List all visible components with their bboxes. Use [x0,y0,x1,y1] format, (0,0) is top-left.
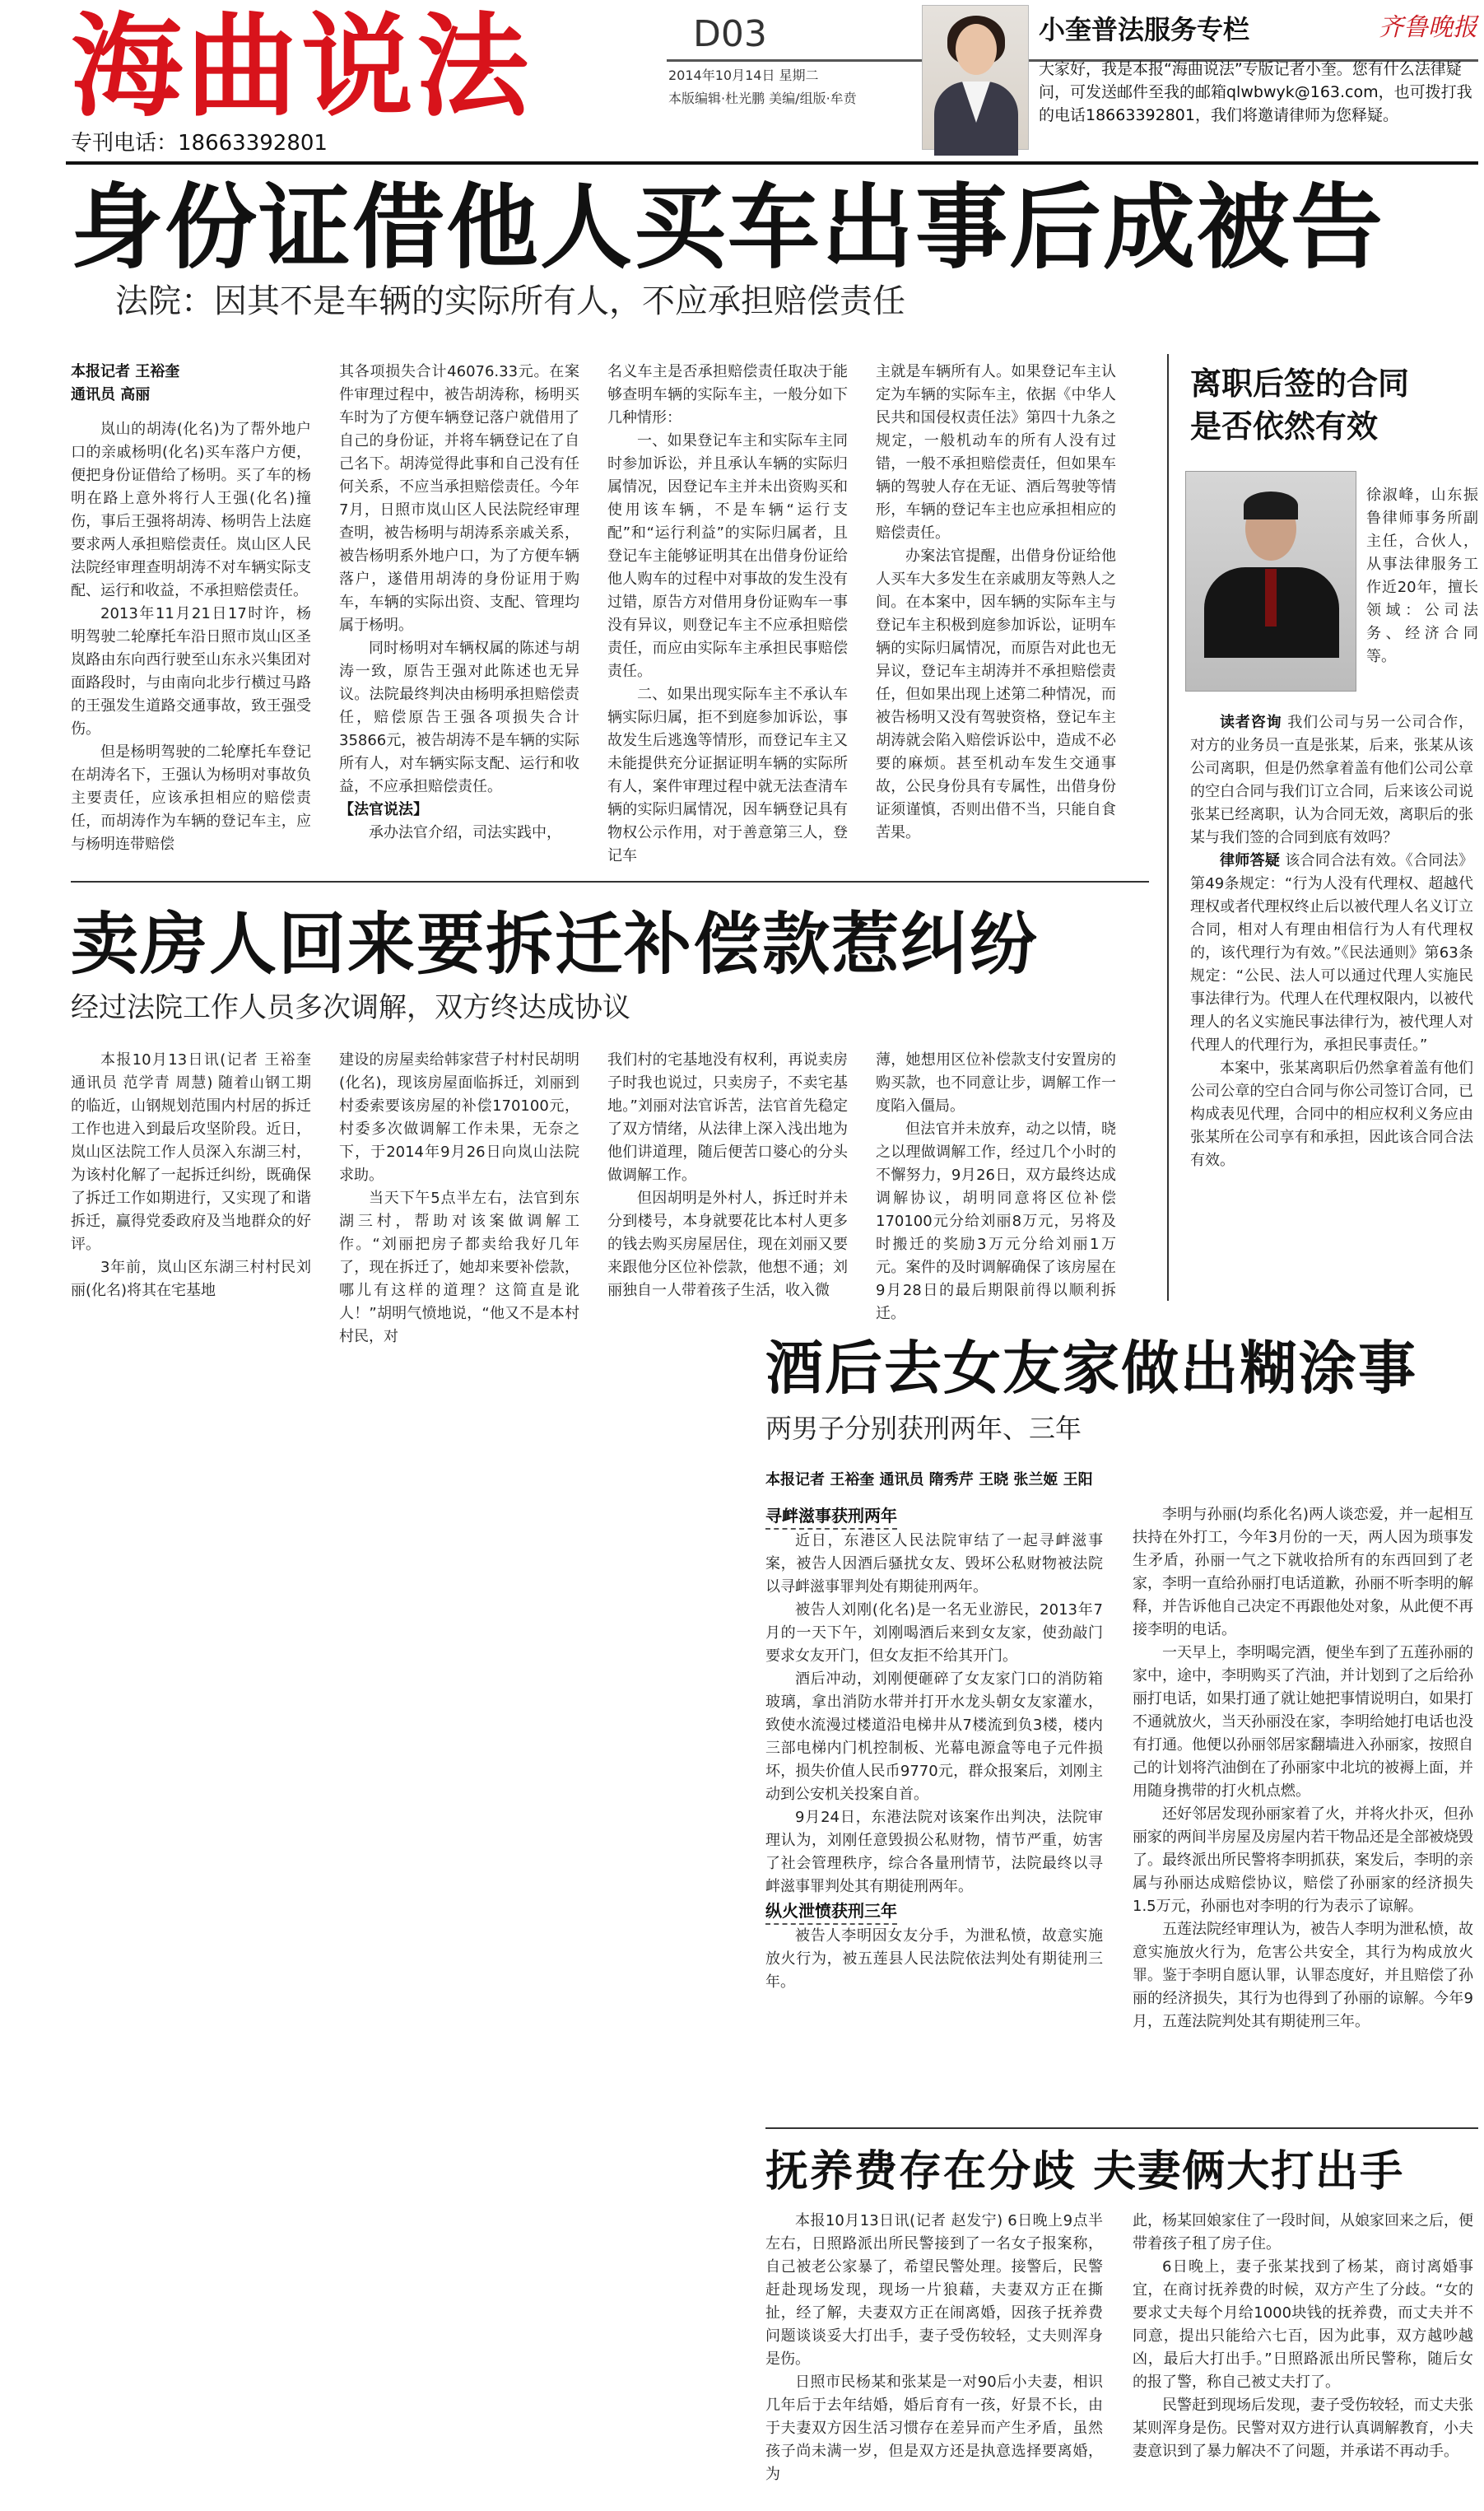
article1-byline-1: 本报记者 王裕奎 [71,363,180,380]
question-text: 我们公司与另一公司合作，对方的业务员一直是张某，后来，张某从该公司离职，但是仍然拿着盖有他们公司公章的空白合同与我们订立合同，后来该公司说张某已经离职，认为合同无效，离职后的张某与我们签的合同到底有效吗？ [1190,714,1474,846]
article4-title: 抚养费存在分歧 夫妻俩大打出手 [765,2146,1405,2197]
article1-subtitle: 法院：因其不是车辆的实际所有人，不应承担赔偿责任 [115,282,905,320]
sidebar-qa [1190,711,1473,1288]
paragraph: 本报10月13日讯(记者 王裕奎 通讯员 范学青 周慧) 随着山钢工期的临近，山钢规划范围内村居的拆迁工作也进入到最后攻坚阶段。近日，岚山区法院工作人员深入东湖三村，为该村化解了一起拆迁纠纷，既确保了拆迁工作如期进行，又实现了和谐拆迁，赢得党委政府及当地群众的好评。 [71,1051,311,1253]
paragraph: 但法官并未放弃，动之以情，晓之以理做调解工作，经过几个小时的不懈努力，9月26日，双方最终达成调解协议，胡明同意将区位补偿170100元分给刘丽8万元，另将及时搬迁的奖励3万元分给刘丽1万元。案件的及时调解确保了该房屋在9月28日的最后期限前得以顺利拆迁。 [876,1120,1116,1322]
paragraph: 办案法官提醒，出借身份证给他人买车大多发生在亲戚朋友等熟人之间。在本案中，因车辆的实际车主与登记车主积极到庭参加诉讼，证明车辆的实际归属情况，而原告对此也无异议，登记车主胡涛并不承担赔偿责任，但如果出现上述第二种情况，而被告杨明又没有驾驶资格，登记车主胡涛就会陷入赔偿诉讼中，造成不必要的麻烦。甚至机动车发生交通事故，公民身份具有专属性，出借身份证须谨慎，否则出借不当，只能自食苦果。 [876,547,1116,841]
sidebar-title-line-1: 离职后签的合同 [1190,365,1410,402]
lawyer-photo [1185,471,1356,692]
edition-info [668,64,940,110]
columnist-portrait [922,5,1029,150]
paragraph: 日照市民杨某和张某是一对90后小夫妻，相识几年后于去年结婚，婚后育有一孩，好景不长，由于夫妻双方因生活习惯存在差异而产生矛盾，虽然孩子尚未满一岁，但是双方还是执意选择要离婚，为 [765,2374,1103,2483]
paragraph: 此，杨某回娘家住了一段时间，从娘家回来之后，便带着孩子租了房子住。 [1133,2212,1473,2252]
article1-column-4 [876,361,1116,871]
article3-subtitle: 两男子分别获刑两年、三年 [765,1413,1082,1444]
article3-byline: 本报记者 王裕奎 通讯员 隋秀芹 王晓 张兰姬 王阳 [765,1471,1093,1488]
brand-logo: 齐鲁晚报 [1379,13,1477,42]
editors-line: 本版编辑·杜光鹏 美编/组版·牟贲 [668,91,857,106]
paragraph: 民警赶到现场后发现，妻子受伤较轻，而丈夫张某则浑身是伤。民警对双方进行认真调解教育，小夫妻意识到了暴力解决不了问题，并承诺不再动手。 [1133,2397,1473,2460]
article1-column-3 [607,361,848,871]
article2-title: 卖房人回来要拆迁补偿款惹纠纷 [71,905,1040,984]
paragraph: 近日，东港区人民法院审结了一起寻衅滋事案，被告人因酒后骚扰女友、毁坏公私财物被法院以寻衅滋事罪判处有期徒刑两年。 [765,1532,1103,1596]
paragraph: 名义车主是否承担赔偿责任取决于能够查明车辆的实际车主，一般分如下几种情形： [607,363,848,426]
article1-title: 身份证借他人买车出事后成被告 [71,174,1384,282]
article1-column-1 [71,361,311,871]
answer-text: 该合同合法有效。《合同法》第49条规定：“行为人没有代理权、超越代理权或者代理权终止后以被代理人名义订立合同，相对人有理由相信行为人有代理权的，该代理行为有效。”《民法通则》第63条规定：“公民、法人可以通过代理人实施民事法律行为。代理人在代理权限内，以被代理人的名义实施民事法律行为，被代理人对代理人的代理行为，承担民事责任。” [1190,852,1474,1054]
sidebar-divider [1167,354,1169,1301]
section-tag-2: 纵火泄愤获刑三年 [765,1898,897,1925]
paragraph: 承办法官介绍，司法实践中， [369,824,561,841]
answer-text-2: 本案中，张某离职后仍然拿着盖有他们公司公章的空白合同与你公司签订合同，已构成表见代理，合同中的相应权利义务应由张某所在公司享有和承担，因此该合同合法有效。 [1190,1060,1473,1169]
paragraph: 被告人刘刚(化名)是一名无业游民，2013年7月的一天下午，刘刚喝酒后来到女友家，使劲敲门要求女友开门，但女友拒不给其开门。 [765,1601,1103,1665]
article4-column-1 [765,2210,1103,2503]
article2-column-4 [876,1049,1116,1322]
paragraph: 9月24日，东港法院对该案作出判决，法院审理认为，刘刚任意毁损公私财物，情节严重，妨害了社会管理秩序，综合各量刑情节，法院最终以寻衅滋事罪判处其有期徒刑两年。 [765,1809,1103,1895]
paragraph: 还好邻居发现孙丽家着了火，并将火扑灭，但孙丽家的两间半房屋及房屋内若干物品还是全部被烧毁了。最终派出所民警将李明抓获，案发后，李明的亲属与孙丽达成赔偿协议，赔偿了孙丽家的经济损失1.5万元，孙丽也对李明的行为表示了谅解。 [1133,1805,1473,1915]
article1-column-2 [339,361,579,871]
article2-column-3 [607,1049,848,1312]
question-label: 读者咨询 [1220,714,1282,731]
article2-subtitle: 经过法院工作人员多次调解，双方终达成协议 [71,991,630,1024]
lawyer-intro: 徐淑峰，山东振鲁律师事务所副主任，合伙人，从事法律服务工作近20年，擅长领域：公司法务、经济合同等。 [1366,487,1478,665]
paragraph: 酒后冲动，刘刚便砸碎了女友家门口的消防箱玻璃，拿出消防水带并打开水龙头朝女友家灌水，致使水流漫过楼道沿电梯井从7楼流到负3楼，楼内三部电梯内门机控制板、光幕电源盒等电子元件损坏，损失价值人民币9770元，群众报案后，刘刚主动到公安机关投案自首。 [765,1670,1103,1803]
article2-column-1 [71,1049,311,1312]
column-name: 小奎普法服务专栏 [1039,14,1250,45]
paragraph: 同时杨明对车辆权属的陈述与胡涛一致，原告王强对此陈述也无异议。法院最终判决由杨明承担赔偿责任，赔偿原告王强各项损失合计35866元，被告胡涛不是车辆的实际所有人，对车辆实际支配、运行和收益，不应承担赔偿责任。 [339,640,579,795]
section-tag-1: 寻衅滋事获刑两年 [765,1503,897,1530]
masthead-title: 海曲说法 [71,1,532,133]
paragraph: 本报10月13日讯(记者 赵发宁) 6日晚上9点半左右，日照路派出所民警接到了一名女子报案称，自己被老公家暴了，希望民警处理。接警后，民警赶赴现场发现，现场一片狼藉，夫妻双方正在撕扯，经了解，夫妻双方正在闹离婚，因孩子抚养费问题谈谈妥大打出手，妻子受伤较轻，丈夫则浑身是伤。 [765,2212,1103,2368]
paragraph: 其各项损失合计46076.33元。在案件审理过程中，被告胡涛称，杨明买车时为了方便车辆登记落户就借用了自己的身份证，并将车辆登记在了自己名下。胡涛觉得此事和自己没有任何关系，不应当承担赔偿责任。今年7月，日照市岚山区人民法院经审理查明，被告杨明与胡涛系亲戚关系，被告杨明系外地户口，为了方便车辆落户，遂借用胡涛的身份证用于购车，车辆的实际出资、支配、管理均属于杨明。 [339,363,579,634]
paragraph: 二、如果出现实际车主不承认车辆实际归属，拒不到庭参加诉讼，事故发生后逃逸等情形，而登记车主又未能提供充分证据证明车辆的实际所有人，案件审理过程中就无法查清车辆的实际归属情况，因车辆登记具有物权公示作用，对于善意第三人，登记车 [607,686,848,864]
article3-column-2 [1133,1503,1473,2145]
paragraph: 五莲法院经审理认为，被告人李明为泄私愤，故意实施放火行为，危害公共安全，其行为构成放火罪。鉴于李明自愿认罪，认罪态度好，并且赔偿了孙丽的经济损失，其行为也得到了孙丽的谅解。今年9月，五莲法院判处其有期徒刑三年。 [1133,1921,1473,2030]
article-divider [765,2127,1478,2129]
date-line: 2014年10月14日 星期二 [668,68,819,83]
paragraph: 2013年11月21日17时许，杨明驾驶二轮摩托车沿日照市岚山区圣岚路由东向西行驶至山东永兴集团对面路段时，与由南向北步行横过马路的王强发生道路交通事故，致王强受伤。 [71,605,311,738]
paragraph: 但因胡明是外村人，拆迁时并未分到楼号，本身就要花比本村人更多的钱去购买房屋居住，现在刘丽又要来跟他分区位补偿款，他想不通；刘丽独自一人带着孩子生活，收入微 [607,1190,848,1299]
article4-column-2 [1133,2210,1473,2503]
page-code: D03 [693,13,767,55]
paragraph: 主就是车辆所有人。如果登记车主认定为车辆的实际车主，依据《中华人民共和国侵权责任法》第四十九条之规定，一般机动车的所有人没有过错，一般不承担赔偿责任，但如果车辆的驾驶人存在无证、酒后驾驶等情形，车辆的登记车主也应承担相应的赔偿责任。 [876,363,1116,542]
hotline: 专刊电话：18663392801 [71,131,328,156]
section-heading: 【法官说法】 [339,801,428,818]
article1-byline-2: 通讯员 高丽 [71,386,151,403]
paragraph: 但是杨明驾驶的二轮摩托车登记在胡涛名下，王强认为杨明对事故负主要责任，应该承担相应的赔偿责任，而胡涛作为车辆的登记车主，应与杨明连带赔偿 [71,743,311,853]
paragraph: 被告人李明因女友分手，为泄私愤，故意实施放火行为，被五莲县人民法院依法判处有期徒刑三年。 [765,1927,1103,1991]
answer-label: 律师答疑 [1220,852,1281,869]
article2-column-2 [339,1049,579,1345]
paragraph: 李明与孙丽(均系化名)两人谈恋爱，并一起相互扶持在外打工，今年3月份的一天，两人因为琐事发生矛盾，孙丽一气之下就收拾所有的东西回到了老家，李明一直给孙丽打电话道歉，孙丽不听李明的解释，并告诉他自己决定不再跟他处对象，从此便不再接李明的电话。 [1133,1506,1473,1638]
paragraph: 岚山的胡涛(化名)为了帮外地户口的亲戚杨明(化名)买车落户方便，便把身份证借给了杨明。买了车的杨明在路上意外将行人王强(化名)撞伤，事后王强将胡涛、杨明告上法庭要求两人承担赔偿责任。岚山区人民法院经审理查明胡涛不对车辆实际支配、运行和收益，不承担赔偿责任。 [71,421,311,599]
sidebar-title [1190,362,1478,453]
paragraph: 一、如果登记车主和实际车主同时参加诉讼，并且承认车辆的实际归属情况，因登记车主并未出资购买和使用该车辆，不是车辆“运行支配”和“运行利益”的实际归属者，且登记车主能够证明其在出借身份证给他人购车的过程中对事故的发生没有过错，原告方对借用身份证购车一事没有异议，则登记车主不应承担赔偿责任，而应由实际车主承担民事赔偿责任。 [607,432,848,680]
article-divider [71,881,1149,883]
article3-column-1 [765,1503,1103,2145]
column-intro: 大家好，我是本报“海曲说法”专版记者小奎。您有什么法律疑问，可发送邮件至我的邮箱qlwbwyk@163.com，也可拨打我的电话18663392801，我们将邀请律师为您释疑。 [1039,60,1472,124]
paragraph: 当天下午5点半左右，法官到东湖三村，帮助对该案做调解工作。“刘丽把房子都卖给我好几年了，现在拆迁了，她却来要补偿款，哪儿有这样的道理？这简直是讹人！”胡明气愤地说，“他又不是本村村民，对 [339,1190,579,1345]
sidebar-title-line-2: 是否依然有效 [1190,408,1379,445]
paragraph: 建设的房屋卖给韩家营子村村民胡明(化名)，现该房屋面临拆迁，刘丽到村委索要该房屋的补偿170100元，村委多次做调解工作未果，无奈之下，于2014年9月26日向岚山法院求助。 [339,1051,579,1184]
paragraph: 一天早上，李明喝完酒，便坐车到了五莲孙丽的家中，途中，李明购买了汽油，并计划到了之后给孙丽打电话，如果打通了就让她把事情说明白，如果打不通就放火，当天孙丽没在家，李明给她打电话也没有打通。他便以孙丽邻居家翻墙进入孙丽家，按照自己的计划将汽油倒在了孙丽家中北坑的被褥上面，并用随身携带的打火机点燃。 [1133,1644,1473,1800]
paragraph: 6日晚上，妻子张某找到了杨某，商讨离婚事宜，在商讨抚养费的时候，双方产生了分歧。“女的要求丈夫每个月给1000块钱的抚养费，而丈夫并不同意，提出只能给六七百，因为此事，双方越吵越凶，最后大打出手。”日照路派出所民警称，随后女的报了警，称自己被丈夫打了。 [1133,2258,1473,2391]
masthead-divider [66,161,1478,165]
paragraph: 3年前，岚山区东湖三村村民刘丽(化名)将其在宅基地 [71,1259,311,1299]
paragraph: 薄，她想用区位补偿款支付安置房的购买款，也不同意让步，调解工作一度陷入僵局。 [876,1051,1116,1115]
paragraph: 我们村的宅基地没有权利，再说卖房子时我也说过，只卖房子，不卖宅基地。”刘丽对法官诉苦，法官首先稳定了双方情绪，从法律上深入浅出地为他们讲道理，随后便苦口婆心的分头做调解工作。 [607,1051,848,1184]
article3-title: 酒后去女友家做出糊涂事 [765,1334,1417,1402]
